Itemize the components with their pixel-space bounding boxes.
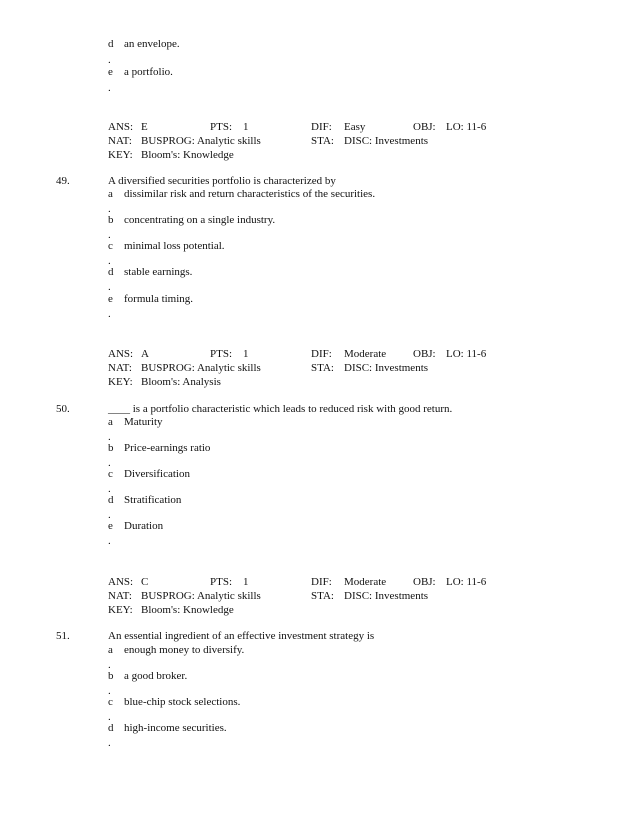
option-e: e formula timing. <box>108 293 194 305</box>
option-dot: . <box>108 535 111 547</box>
option-b: b Price-earnings ratio <box>108 442 211 454</box>
question-number: 49. <box>56 175 70 187</box>
option-a: a enough money to diversify. <box>108 644 245 656</box>
answer-value: E <box>141 121 148 133</box>
option-dot: . <box>108 685 111 697</box>
option-e: e Duration <box>108 520 164 532</box>
option-b: b concentrating on a single industry. <box>108 214 276 226</box>
option-dot: . <box>108 457 111 469</box>
option-dot: . <box>108 711 111 723</box>
answer-value: C <box>141 576 149 588</box>
question-text: An essential ingredient of an effective investment strategy is <box>108 630 375 642</box>
document-page: d an envelope. . e a portfolio. . ANS: E PTS: 1 DIF: Easy OBJ: LO: 11-6 NAT: BUSPROG: Analytic skills STA: DISC: Investments KEY: Bloom's: Knowledge 49. A diversified securities portfolio is characterized by a dissimilar risk and return characteristics of the securities. . b concentrating on a single industry. . c minimal loss potential. . d stable earnings. . e formula timing. . ANS: A PTS: 1 DIF: Moderate OBJ: LO: 11-6 NAT: BUSPROG: Analytic skills STA: DISC: Investments KEY: Bloom's: Analysis 50. ____ is a portfolio characteristic which leads to reduced risk with good return. a Maturity . b Price-earnings ratio . c Diversification . d Stratification . e Duration . ANS: C PTS: 1 DIF: Moderate OBJ: LO: 11-6 NAT: BUSPROG: Analytic skills STA: DISC: Investments KEY: Bloom's: Knowledge 51. An essential ingredient of an effective investment strategy is a enough money to diversify. . b a good broker. . c blue-chip stock selections. . d high-income securities. . <box>56 38 487 749</box>
option-dot: . <box>108 308 111 320</box>
option-dot: . <box>108 431 111 443</box>
option-dot: . <box>108 229 111 241</box>
option-dot: . <box>108 483 111 495</box>
option-dot: . <box>108 659 111 671</box>
option-dot: . <box>108 281 111 293</box>
option-dot: . <box>108 54 111 66</box>
option-d: d stable earnings. <box>108 266 193 278</box>
option-b: b a good broker. <box>108 670 188 682</box>
option-dot: . <box>108 203 111 215</box>
option-dot: . <box>108 509 111 521</box>
option-a: a Maturity <box>108 416 163 428</box>
option-c: c blue-chip stock selections. <box>108 696 241 708</box>
option-d: d an envelope. <box>108 38 180 50</box>
option-e: e a portfolio. <box>108 66 173 78</box>
option-d: d Stratification <box>108 494 182 506</box>
option-a: a dissimilar risk and return characteristics of the securities. <box>108 188 376 200</box>
option-d: d high-income securities. <box>108 722 227 734</box>
option-dot: . <box>108 82 111 94</box>
question-number: 50. <box>56 403 70 415</box>
question-number: 51. <box>56 630 70 642</box>
answer-value: A <box>141 348 149 360</box>
option-c: c minimal loss potential. <box>108 240 225 252</box>
option-dot: . <box>108 737 111 749</box>
option-c: c Diversification <box>108 468 190 480</box>
question-text: A diversified securities portfolio is characterized by <box>108 175 336 187</box>
option-dot: . <box>108 255 111 267</box>
question-text: ____ is a portfolio characteristic which leads to reduced risk with good return. <box>108 403 453 415</box>
